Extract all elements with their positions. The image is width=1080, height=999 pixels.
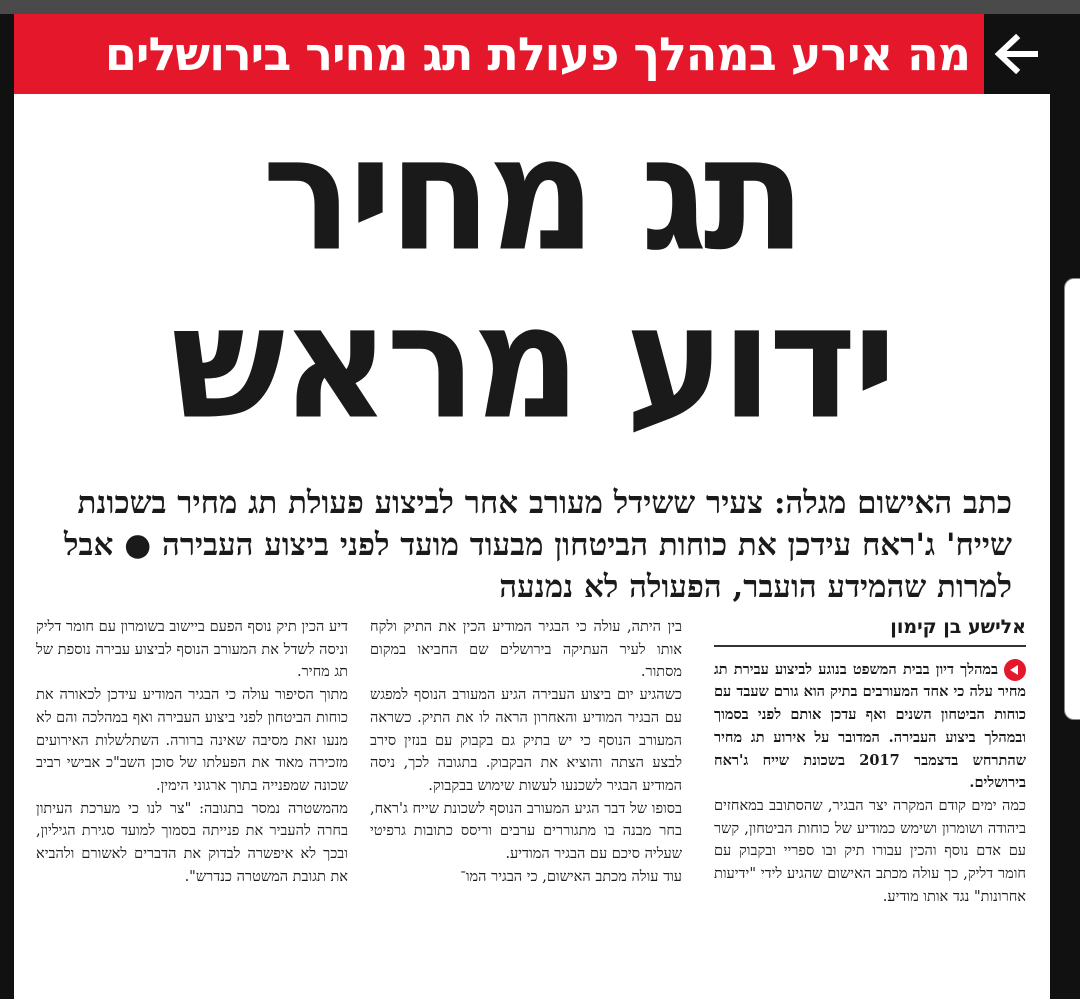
section-banner xyxy=(14,14,1050,94)
paragraph: דיע הכין תיק נוסף הפעם ביישוב בשומרון עם חומר דליק וניסה לשדל את המעורב הנוסף לביצוע עבירה נוספת של תג מחיר. xyxy=(36,619,348,681)
headline xyxy=(14,103,1050,455)
headline-line-1: תג מחיר xyxy=(262,103,802,287)
paragraph: עוד עולה מכתב האישום, כי הבגיר המו־ xyxy=(460,868,682,885)
play-left-icon xyxy=(1004,659,1026,681)
byline: אלישע בן קימון xyxy=(714,616,1026,647)
banner-title: מה אירע במהלך פעולת תג מחיר בירושלים xyxy=(104,27,970,81)
arrow-left-icon[interactable] xyxy=(984,14,1050,94)
paragraph: בין היתה, עולה כי הבגיר המודיע הכין את התיק ולקח אותו לעיר העתיקה בירושלים שם החביאו במקום מסתור. xyxy=(370,619,682,681)
paragraph: כשהגיע יום ביצוע העבירה הגיע המעורב הנוסף למפגש עם הבגיר המודיע והאחרון הראה לו את התיק. כשראה המעורב הנוסף כי יש בתיק גם בקבוק עם בנזין סירב לבצע הצתה והוציא את הבקבוק. בתגובה לכך, ניסה המודיע הבגיר לשכנעו לעשות שימוש בבקבוק. xyxy=(370,687,682,794)
subheadline: כתב האישום מגלה: צעיר ששידל מעורב אחר לביצוע פעולת תג מחיר בשכונת שייח' ג'ראח עידכן את כוחות הביטחון מבעוד מועד לפני ביצוע העבירה ● אבל למרות שהמידע הועבר, הפעולה לא נמנעה xyxy=(64,485,1012,605)
lead-paragraph xyxy=(714,659,1026,795)
paragraph: מהמשטרה נמסר בתגובה: "צר לנו כי מערכת העיתון בחרה להעביר את פנייתה בסמוך למועד סגירת הגיליון, ובכך לא איפשרה לבדוק את הדברים לאשורם ולהביא את תגובת המשטרה כנדרש". xyxy=(36,800,348,885)
article-column-1 xyxy=(714,616,1026,908)
paragraph: כמה ימים קודם המקרה יצר הבגיר, שהסתובב במאחזים ביהודה ושומרון ושימש כמודיע של כוחות הביטחון, קשר עם אדם נוסף והכין עבורו תיק ובו ספריי ובקבוק עם חומר דליק, כך עולה מכתב האישום שהגיע לידי "ידיעות אחרונות" נגד אותו מודיע. xyxy=(714,797,1026,905)
paragraph: מתוך הסיפור עולה כי הבגיר המודיע עידכן לכאורה את כוחות הביטחון לפני ביצוע העבירה ואף במהלכה והם לא מנעו זאת מסיבה שאינה ברורה. השתלשלות האירועים מזכירה מאוד את הפעלתו של סוכן השב"כ אבישי רביב שכונה שמפנייה בתוך ארגוני הימין. xyxy=(36,687,348,794)
article-column-3 xyxy=(36,616,348,888)
article-column-2 xyxy=(370,616,682,888)
arrow-left-icon-shape xyxy=(994,34,1040,74)
newspaper-page xyxy=(14,14,1050,999)
top-status-strip xyxy=(0,0,1080,14)
paragraph: בסופו של דבר הגיע המעורב הנוסף לשכונת שייח ג'ראח, בחר מבנה בו מתגוררים ערבים וריסס כתובות גרפיטי שעליה סיכם עם הבגיר המודיע. xyxy=(370,800,682,863)
headline-line-2: ידוע מראש xyxy=(171,271,893,455)
side-scroll-tab[interactable] xyxy=(1064,278,1080,720)
lead-text: במהלך דיון בבית המשפט בנוגע לביצוע עבירת תג מחיר עלה כי אחד המעורבים בתיק הוא גורם שעבד עם כוחות הביטחון השנים ואף עדכן אותם לפני בסמוך ובמהלך ביצוע העבירה. המדובר על אירוע תג מחיר שהתרחש בדצמבר 2017 בשכונת שייח ג'ראח בירושלים. xyxy=(714,660,1026,792)
